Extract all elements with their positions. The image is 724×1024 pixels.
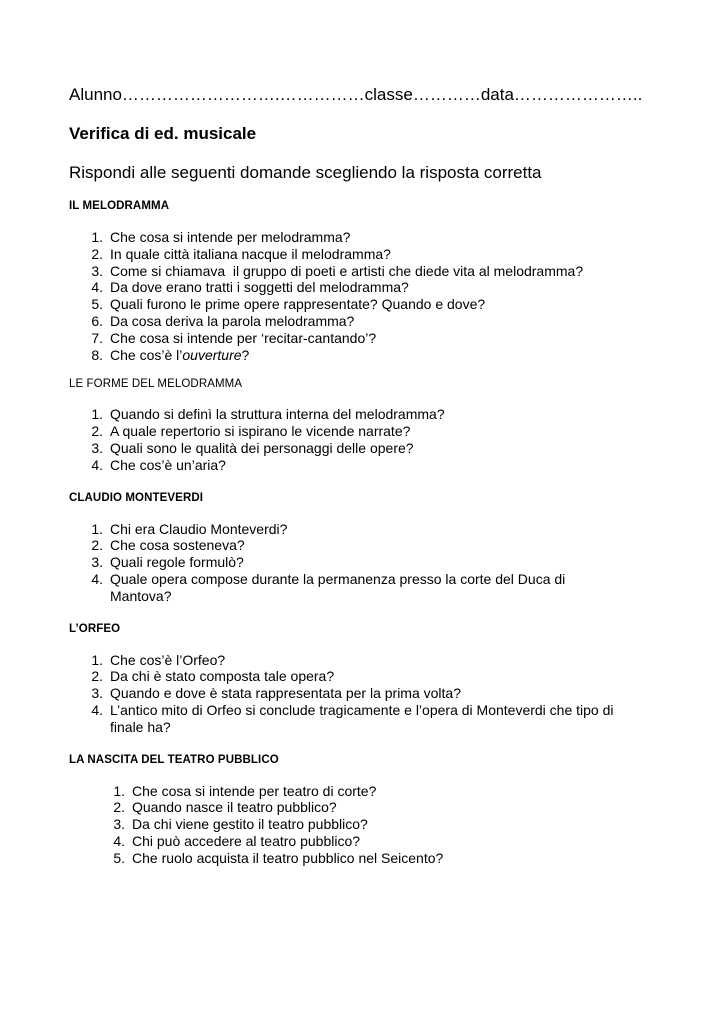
- section-heading: IL MELODRAMMA: [69, 200, 170, 212]
- question-text: Quale opera compose durante la permanenza presso la corte del Duca di Mantova?: [110, 570, 566, 604]
- question-number: 5.: [113, 849, 125, 866]
- question-item: [112, 816, 669, 833]
- question-item: [90, 457, 669, 474]
- question-item: [90, 702, 669, 736]
- question-item: [90, 263, 669, 280]
- question-number: 2.: [113, 799, 125, 816]
- question-text-italic: ouverture: [182, 346, 242, 363]
- question-item: [90, 296, 669, 313]
- question-text: Da chi viene gestito il teatro pubblico?: [132, 816, 368, 833]
- question-item: [90, 571, 669, 605]
- question-text: Chi può accedere al teatro pubblico?: [132, 832, 361, 849]
- question-number: 1.: [113, 782, 125, 799]
- question-text-part: Che cos’è l’: [110, 346, 183, 363]
- section-heading: L’ORFEO: [69, 622, 121, 635]
- question-number: 3.: [91, 262, 103, 279]
- section-le-forme-del-melodramma: [69, 377, 669, 473]
- question-item: [90, 406, 669, 423]
- question-item: [90, 423, 669, 440]
- question-item: [90, 652, 669, 669]
- question-text: Quando e dove è stata rappresentata per la prima volta?: [110, 685, 461, 702]
- question-number: 5.: [91, 296, 103, 313]
- question-item: [90, 668, 669, 685]
- question-number: 2.: [91, 245, 103, 262]
- question-number: 1.: [91, 520, 103, 537]
- question-list: [69, 229, 669, 363]
- page-title: Verifica di ed. musicale: [69, 124, 257, 143]
- question-text: Che cosa si intende per ‘recitar-cantando’?: [110, 329, 377, 346]
- section-heading: LA NASCITA DEL TEATRO PUBBLICO: [69, 753, 279, 766]
- question-number: 1.: [91, 651, 103, 668]
- question-item: [90, 521, 669, 538]
- section-heading: CLAUDIO MONTEVERDI: [69, 491, 204, 504]
- question-text: Quali furono le prime opere rappresentate? Quando e dove?: [110, 296, 486, 313]
- question-item: [112, 799, 669, 816]
- question-list: [69, 406, 669, 473]
- question-number: 2.: [91, 537, 103, 554]
- section-l-orfeo: [69, 622, 669, 736]
- question-text: Quali regole formulò?: [110, 554, 244, 571]
- question-list: [69, 521, 669, 605]
- question-list: [69, 783, 669, 867]
- question-item: [90, 229, 669, 246]
- question-number: 1.: [91, 406, 103, 423]
- question-item: [90, 537, 669, 554]
- question-text: Come si chiamava il gruppo di poeti e artisti che diede vita al melodramma?: [110, 262, 584, 279]
- question-number: 7.: [91, 329, 103, 346]
- question-text: A quale repertorio si ispirano le vicende narrate?: [110, 423, 411, 440]
- question-text: Che cosa si intende per melodramma?: [110, 229, 351, 245]
- question-text: Che ruolo acquista il teatro pubblico nel Seicento?: [132, 849, 444, 866]
- question-number: 3.: [91, 685, 103, 702]
- question-number: 4.: [91, 570, 103, 587]
- question-text: Che cos’è un’aria?: [110, 456, 226, 473]
- question-number: 4.: [91, 279, 103, 296]
- section-la-nascita-del-teatro-pubblico: [69, 753, 669, 867]
- question-text: Che cos’è l’Orfeo?: [110, 651, 226, 668]
- question-item: [90, 440, 669, 457]
- section-heading: LE FORME DEL MELODRAMMA: [69, 378, 243, 391]
- question-text: [103, 347, 669, 364]
- question-number: 3.: [113, 816, 125, 833]
- section-il-melodramma: [69, 199, 669, 363]
- question-list: [69, 652, 669, 736]
- question-number: 3.: [91, 439, 103, 456]
- instructions: Rispondi alle seguenti domande scegliendo la risposta corretta: [69, 163, 542, 182]
- question-text: Quali sono le qualità dei personaggi delle opere?: [110, 439, 414, 456]
- question-item: [112, 850, 669, 867]
- question-item: [90, 554, 669, 571]
- question-text: L’antico mito di Orfeo si conclude tragicamente e l’opera di Monteverdi che tipo di finale ha?: [110, 701, 614, 735]
- question-text: Da cosa deriva la parola melodramma?: [110, 312, 355, 329]
- question-text: Che cosa sosteneva?: [110, 537, 245, 554]
- question-item: [90, 279, 669, 296]
- question-text: Da dove erano tratti i soggetti del melodramma?: [110, 279, 409, 296]
- section-claudio-monteverdi: [69, 491, 669, 605]
- question-item: [90, 347, 669, 364]
- question-number: 2.: [91, 423, 103, 440]
- question-number: 8.: [91, 346, 103, 363]
- question-item: [90, 313, 669, 330]
- question-text: Quando nasce il teatro pubblico?: [132, 799, 337, 816]
- question-number: 4.: [91, 701, 103, 718]
- worksheet-page: [69, 84, 669, 867]
- student-info-line: Alunno……………………….……………classe…………data…………………..: [69, 85, 643, 104]
- question-number: 4.: [91, 456, 103, 473]
- question-text: Da chi è stato composta tale opera?: [110, 668, 335, 685]
- question-text: Quando si definì la struttura interna del melodramma?: [110, 406, 445, 423]
- question-number: 6.: [91, 312, 103, 329]
- question-item: [90, 685, 669, 702]
- question-item: [112, 783, 669, 800]
- question-number: 2.: [91, 668, 103, 685]
- question-item: [90, 330, 669, 347]
- question-number: 1.: [91, 229, 103, 245]
- question-number: 4.: [113, 832, 125, 849]
- question-item: [90, 246, 669, 263]
- question-text-part: ?: [241, 346, 250, 363]
- question-text: Chi era Claudio Monteverdi?: [110, 520, 288, 537]
- question-text: Che cosa si intende per teatro di corte?: [132, 782, 377, 799]
- question-item: [112, 833, 669, 850]
- question-number: 3.: [91, 554, 103, 571]
- question-text: In quale città italiana nacque il melodramma?: [110, 245, 391, 262]
